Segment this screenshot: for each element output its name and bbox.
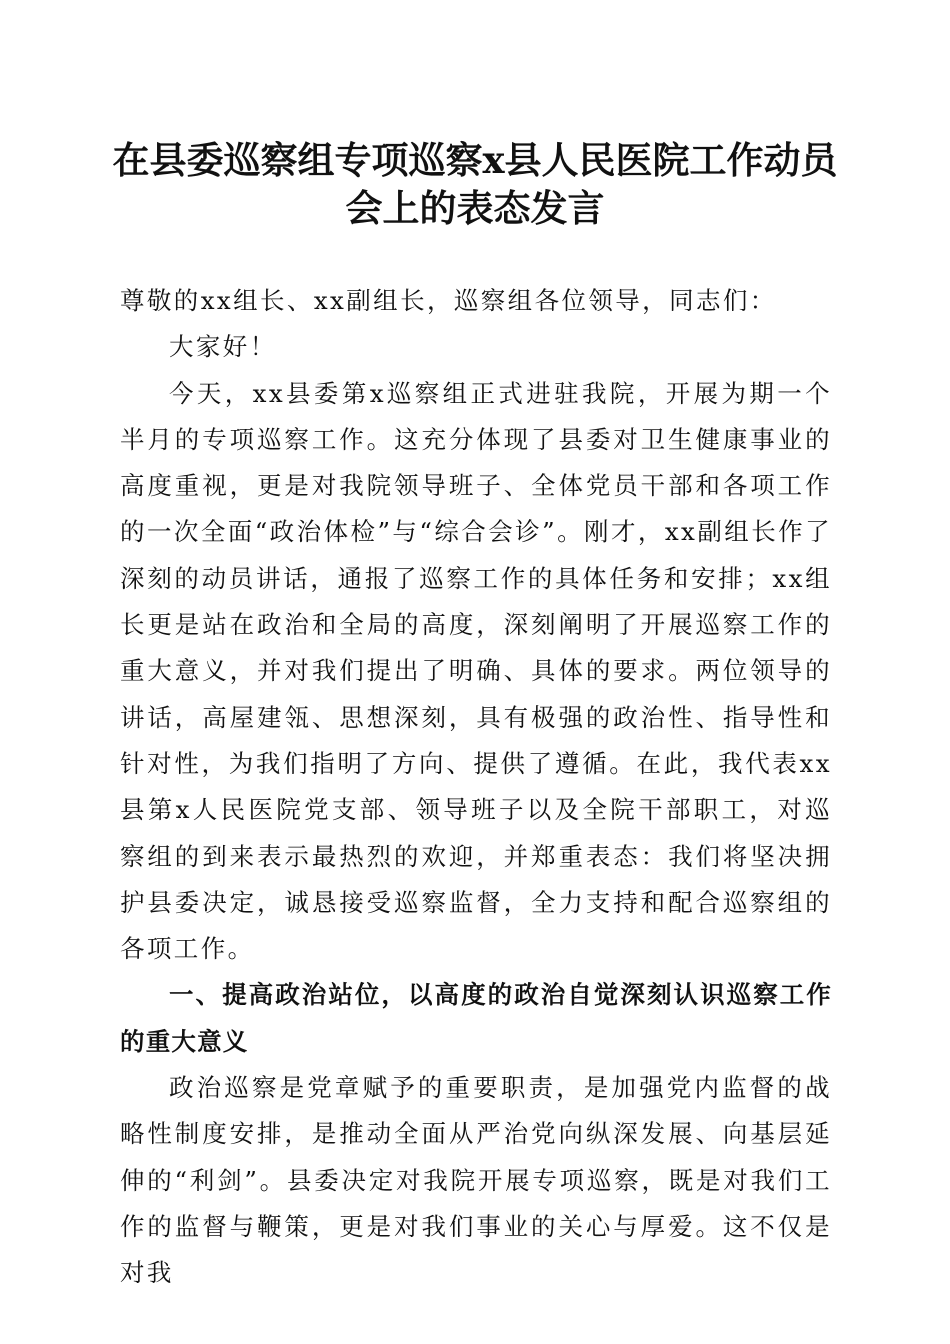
- title-line-1: 在县委巡察组专项巡察x县人民医院工作动员: [112, 138, 838, 182]
- document-title: [100, 136, 850, 232]
- section-heading-1: 一、提高政治站位，以高度的政治自觉深刻认识巡察工作的重大意义: [120, 980, 832, 1056]
- title-line-2: 会上的表态发言: [345, 186, 605, 230]
- body-paragraph-2: 政治巡察是党章赋予的重要职责，是加强党内监督的战略性制度安排，是推动全面从严治党向纵深发展、向基层延伸的“利剑”。县委决定对我院开展专项巡察，既是对我们工作的监督与鞭策，更是对我们事业的关心与厚爱。这不仅是对我: [120, 1073, 832, 1288]
- greeting: 大家好！: [169, 332, 277, 362]
- salutation: 尊敬的xx组长、xx副组长，巡察组各位领导，同志们：: [120, 286, 777, 315]
- body-paragraph-1: 今天，xx县委第x巡察组正式进驻我院，开展为期一个半月的专项巡察工作。这充分体现了县委对卫生健康事业的高度重视，更是对我院领导班子、全体党员干部和各项工作的一次全面“政治体检”与“综合会诊”。刚才，xx副组长作了深刻的动员讲话，通报了巡察工作的具体任务和安排；xx组长更是站在政治和全局的高度，深刻阐明了开展巡察工作的重大意义，并对我们提出了明确、具体的要求。两位领导的讲话，高屋建瓴、思想深刻，具有极强的政治性、指导性和针对性，为我们指明了方向、提供了遵循。在此，我代表xx县第x人民医院党支部、领导班子以及全院干部职工，对巡察组的到来表示最热烈的欢迎，并郑重表态：我们将坚决拥护县委决定，诚恳接受巡察监督，全力支持和配合巡察组的各项工作。: [120, 378, 832, 964]
- document-body: [120, 278, 832, 1297]
